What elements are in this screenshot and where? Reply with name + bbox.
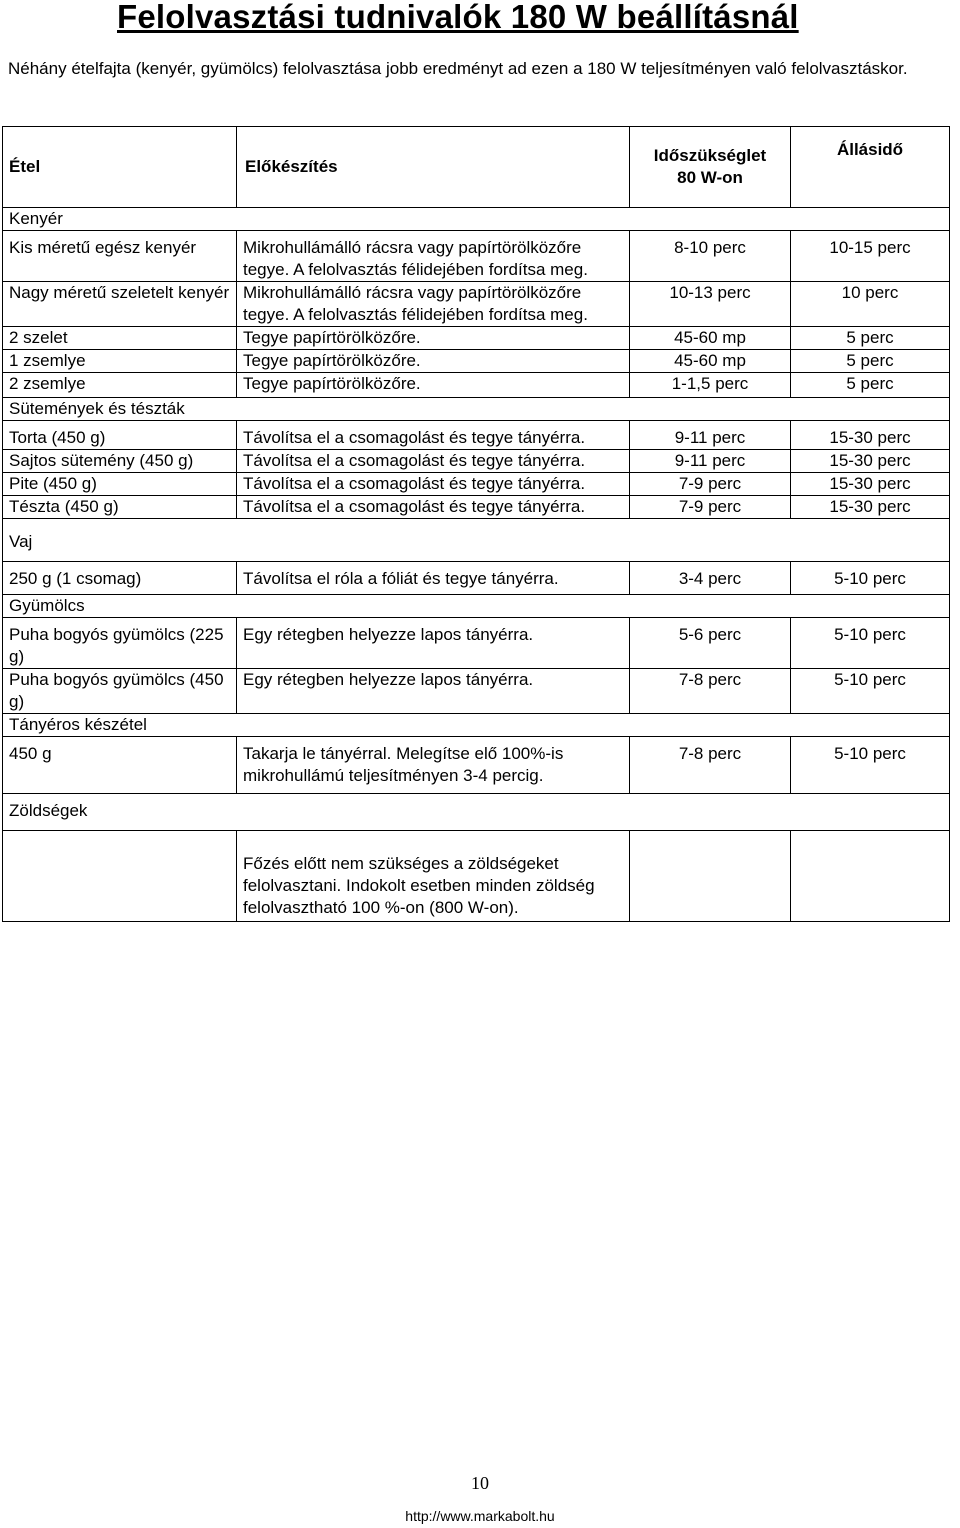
header-food: Étel [3, 127, 237, 208]
food-cell [3, 831, 237, 922]
time-cell: 45-60 mp [630, 350, 791, 373]
time-cell: 7-9 perc [630, 473, 791, 496]
table-header-row [3, 127, 950, 208]
standing-cell: 10 perc [791, 282, 950, 327]
page-title: Felolvasztási tudnivalók 180 W beállításnál [117, 0, 799, 35]
food-cell: Pite (450 g) [3, 473, 237, 496]
table-row [3, 282, 950, 327]
table-row [3, 327, 950, 350]
table-row [3, 350, 950, 373]
prep-cell: Távolítsa el a csomagolást és tegye tányérra. [237, 450, 630, 473]
standing-cell: 15-30 perc [791, 496, 950, 519]
standing-cell: 15-30 perc [791, 450, 950, 473]
standing-cell: 5 perc [791, 350, 950, 373]
time-cell: 10-13 perc [630, 282, 791, 327]
table-row [3, 450, 950, 473]
prep-cell: Távolítsa el a csomagolást és tegye tányérra. [237, 421, 630, 450]
food-cell: Nagy méretű szeletelt kenyér [3, 282, 237, 327]
table-row [3, 373, 950, 398]
time-cell: 7-8 perc [630, 669, 791, 714]
prep-cell: Takarja le tányérral. Melegítse elő 100%-is mikrohullámú teljesítményen 3-4 percig. [237, 737, 630, 794]
prep-cell: Távolítsa el a csomagolást és tegye tányérra. [237, 473, 630, 496]
time-cell: 7-8 perc [630, 737, 791, 794]
food-cell: Kis méretű egész kenyér [3, 231, 237, 282]
prep-cell: Távolítsa el a csomagolást és tegye tányérra. [237, 496, 630, 519]
header-time [630, 127, 791, 208]
category-row [3, 794, 950, 831]
table-row [3, 831, 950, 922]
standing-cell: 5-10 perc [791, 562, 950, 595]
category-label: Kenyér [3, 208, 950, 231]
category-row [3, 595, 950, 618]
standing-cell: 5-10 perc [791, 618, 950, 669]
standing-cell: 10-15 perc [791, 231, 950, 282]
header-prep [237, 127, 630, 208]
food-cell: Torta (450 g) [3, 421, 237, 450]
header-standing: Állásidő [791, 127, 950, 208]
table-row [3, 421, 950, 450]
food-cell: 1 zsemlye [3, 350, 237, 373]
category-row [3, 208, 950, 231]
header-time-line2: 80 W-on [677, 168, 743, 187]
food-cell: 450 g [3, 737, 237, 794]
table-row [3, 473, 950, 496]
food-cell: Tészta (450 g) [3, 496, 237, 519]
category-label: Vaj [3, 519, 950, 562]
category-row [3, 519, 950, 562]
standing-cell: 5 perc [791, 373, 950, 398]
time-cell [630, 831, 791, 922]
food-cell: 2 szelet [3, 327, 237, 350]
header-time-line1: Időszükséglet [653, 146, 767, 165]
prep-cell: Tegye papírtörölközőre. [237, 350, 630, 373]
time-cell: 3-4 perc [630, 562, 791, 595]
table-row [3, 231, 950, 282]
standing-cell: 15-30 perc [791, 473, 950, 496]
food-cell: Puha bogyós gyümölcs (450 g) [3, 669, 237, 714]
food-cell: Sajtos sütemény (450 g) [3, 450, 237, 473]
standing-cell: 5 perc [791, 327, 950, 350]
prep-cell: Egy rétegben helyezze lapos tányérra. [237, 669, 630, 714]
category-row [3, 398, 950, 421]
standing-cell [791, 831, 950, 922]
category-label: Sütemények és tészták [3, 398, 950, 421]
prep-cell: Tegye papírtörölközőre. [237, 327, 630, 350]
defrost-table [2, 126, 950, 922]
header-prep-label: Előkészítés [245, 157, 338, 176]
prep-cell: Mikrohullámálló rácsra vagy papírtörölközőre tegye. A felolvasztás félidejében fordítsa meg. [237, 231, 630, 282]
time-cell: 1-1,5 perc [630, 373, 791, 398]
prep-cell: Főzés előtt nem szükséges a zöldségeket felolvasztani. Indokolt esetben minden zöldség felolvasztható 100 %-on (800 W-on). [237, 831, 630, 922]
category-label: Zöldségek [3, 794, 950, 831]
table-row [3, 618, 950, 669]
intro-text: Néhány ételfajta (kenyér, gyümölcs) felolvasztása jobb eredményt ad ezen a 180 W teljesítményen való felolvasztáskor. [8, 59, 908, 78]
standing-cell: 5-10 perc [791, 669, 950, 714]
standing-cell: 15-30 perc [791, 421, 950, 450]
prep-cell: Tegye papírtörölközőre. [237, 373, 630, 398]
page-number: 10 [471, 1473, 489, 1493]
time-cell: 45-60 mp [630, 327, 791, 350]
footer-url: http://www.markabolt.hu [405, 1508, 555, 1524]
category-row [3, 714, 950, 737]
table-row [3, 669, 950, 714]
table-row [3, 737, 950, 794]
time-cell: 5-6 perc [630, 618, 791, 669]
standing-cell: 5-10 perc [791, 737, 950, 794]
table-row [3, 562, 950, 595]
time-cell: 7-9 perc [630, 496, 791, 519]
prep-cell: Távolítsa el róla a fóliát és tegye tányérra. [237, 562, 630, 595]
time-cell: 9-11 perc [630, 421, 791, 450]
category-label: Gyümölcs [3, 595, 950, 618]
table-row [3, 496, 950, 519]
time-cell: 9-11 perc [630, 450, 791, 473]
time-cell: 8-10 perc [630, 231, 791, 282]
category-label: Tányéros készétel [3, 714, 950, 737]
food-cell: 2 zsemlye [3, 373, 237, 398]
food-cell: 250 g (1 csomag) [3, 562, 237, 595]
food-cell: Puha bogyós gyümölcs (225 g) [3, 618, 237, 669]
prep-cell: Mikrohullámálló rácsra vagy papírtörölközőre tegye. A felolvasztás félidejében fordítsa meg. [237, 282, 630, 327]
prep-cell: Egy rétegben helyezze lapos tányérra. [237, 618, 630, 669]
